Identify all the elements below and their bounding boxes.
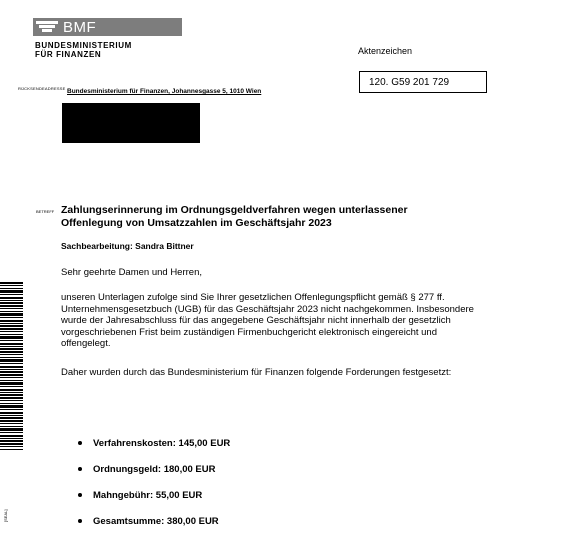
ministry-name	[35, 41, 132, 59]
letter-subject: Zahlungserinnerung im Ordnungsgeldverfahren wegen unterlassener Offenlegung von Umsatzzahlen im Geschäftsjahr 2023	[61, 204, 408, 229]
fee-text: Gesamtsumme: 380,00 EUR	[93, 515, 219, 527]
fee-list	[78, 430, 230, 534]
body-paragraph-2: Daher wurden durch das Bundesministerium für Finanzen folgende Forderungen festgesetzt:	[61, 367, 452, 378]
bullet-icon	[78, 493, 82, 497]
reference-label: Aktenzeichen	[358, 46, 413, 56]
bmf-logo	[33, 18, 182, 36]
fee-item	[78, 456, 230, 482]
ministry-line-2: FÜR FINANZEN	[35, 50, 102, 59]
redacted-recipient-block	[62, 103, 200, 143]
reference-box	[359, 71, 487, 93]
eagle-emblem-icon	[36, 20, 58, 34]
barcode-icon	[0, 282, 23, 450]
return-address-label: RÜCKSENDEADRESSE	[18, 86, 66, 91]
fee-item	[78, 430, 230, 456]
body-paragraph-1: unseren Unterlagen zufolge sind Sie Ihrer gesetzlichen Offenlegungspflicht gemäß § 277 ff. Unternehmensgesetzbuch (UGB) für das Geschäftsjahr 2023 nicht nachgekommen. Insbesondere wurde der Jahresabschluss für das angegebene Geschäftsjahr nicht innerhalb der gesetzlich vorgeschriebenen Frist beim zuständigen Firmenbuchgericht elektronisch eingereicht und offengelegt.	[61, 292, 474, 349]
salutation: Sehr geehrte Damen und Herren,	[61, 267, 202, 278]
fee-text: Ordnungsgeld: 180,00 EUR	[93, 463, 216, 475]
subject-label: BETREFF	[36, 209, 55, 214]
bullet-icon	[78, 441, 82, 445]
bullet-icon	[78, 519, 82, 523]
ministry-line-1: BUNDESMINISTERIUM	[35, 41, 132, 50]
side-code: [SEAL]	[3, 509, 8, 522]
fee-text: Verfahrenskosten: 145,00 EUR	[93, 437, 231, 449]
logo-text: BMF	[63, 18, 97, 36]
fee-item	[78, 482, 230, 508]
fee-item	[78, 508, 230, 534]
bullet-icon	[78, 467, 82, 471]
reference-value: 120. G59 201 729	[369, 77, 450, 88]
clerk-line: Sachbearbeitung: Sandra Bittner	[61, 241, 194, 251]
fee-text: Mahngebühr: 55,00 EUR	[93, 489, 203, 501]
return-address: Bundesministerium für Finanzen, Johannesgasse 5, 1010 Wien	[67, 88, 262, 95]
